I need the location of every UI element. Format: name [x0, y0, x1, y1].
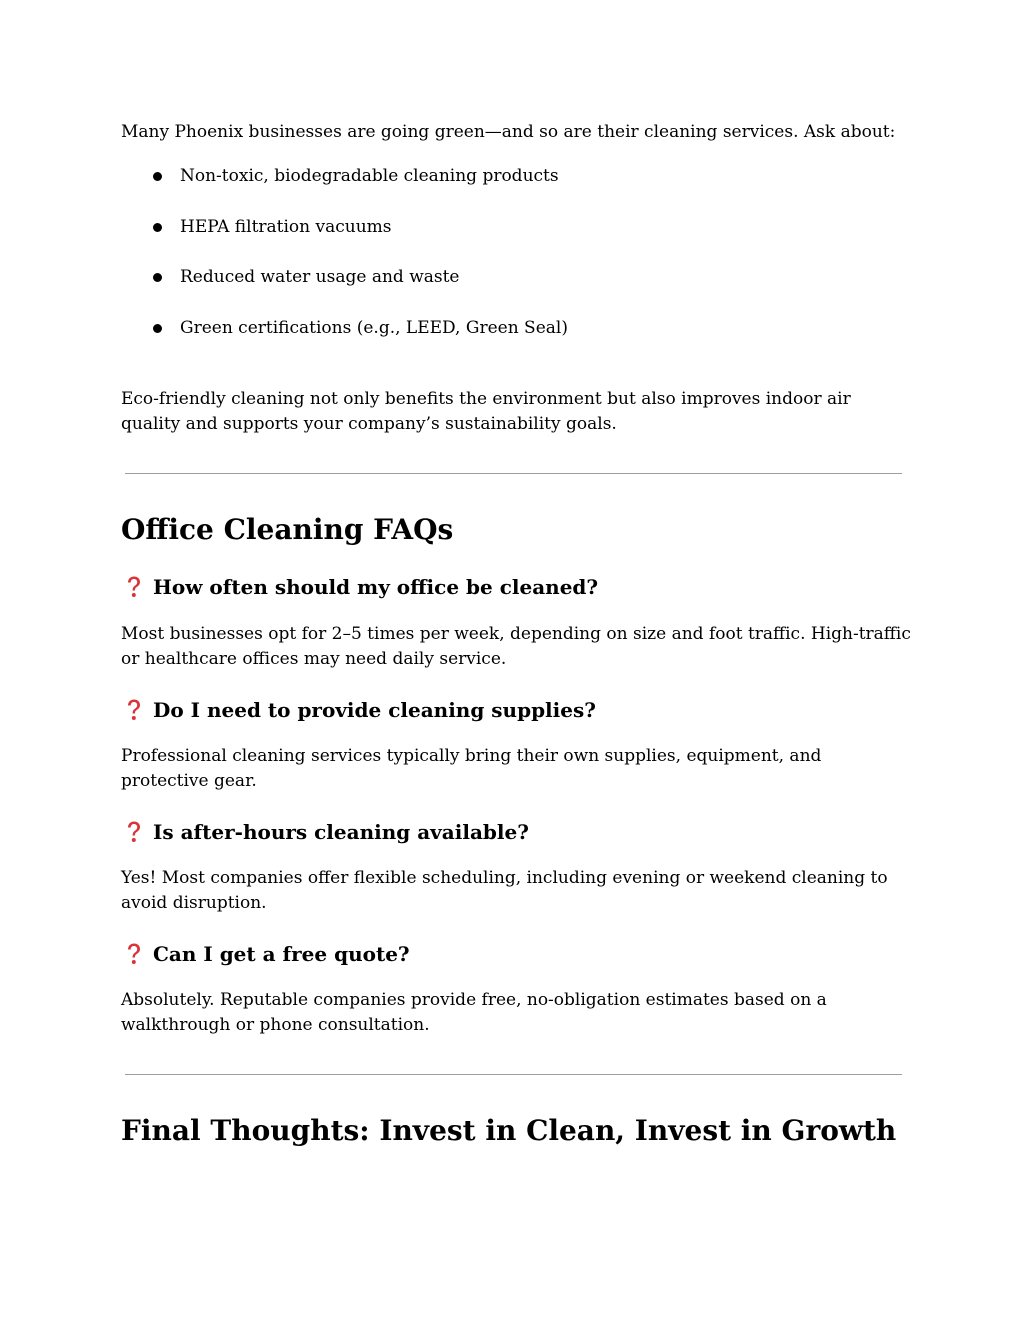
faq-question-text: Can I get a free quote?	[153, 942, 410, 966]
faq-answer: Yes! Most companies offer flexible scheduling, including evening or weekend cleaning to avoid disruption.	[121, 868, 888, 913]
section-divider	[125, 1074, 902, 1075]
faq-answer: Most businesses opt for 2–5 times per week, depending on size and foot traffic. High-traffic or healthcare offices may need daily service.	[121, 624, 911, 669]
list-item-text: Green certifications (e.g., LEED, Green Seal)	[180, 318, 568, 339]
bullet-dot-icon	[153, 324, 162, 333]
red-question-mark-icon	[121, 573, 147, 601]
red-question-mark-icon	[121, 940, 147, 968]
list-item	[121, 265, 568, 290]
faq-question	[121, 940, 410, 968]
faq-question-text: Do I need to provide cleaning supplies?	[153, 698, 596, 722]
bullet-dot-icon	[153, 223, 162, 232]
final-thoughts-heading: Final Thoughts: Invest in Clean, Invest in Growth	[121, 1114, 897, 1147]
faq-question	[121, 696, 596, 724]
faq-question-text: How often should my office be cleaned?	[153, 575, 599, 599]
eco-intro-text: Many Phoenix businesses are going green—and so are their cleaning services. Ask about:	[121, 122, 896, 142]
faq-heading: Office Cleaning FAQs	[121, 513, 454, 546]
faq-answer: Professional cleaning services typically bring their own supplies, equipment, and protective gear.	[121, 746, 822, 791]
eco-options-list	[121, 164, 568, 367]
faq-question	[121, 818, 529, 846]
red-question-mark-icon	[121, 696, 147, 724]
list-item-text: Non-toxic, biodegradable cleaning products	[180, 166, 559, 186]
eco-paragraph: Eco-friendly cleaning not only benefits the environment but also improves indoor air quality and supports your company’s sustainability goals.	[121, 389, 851, 434]
faq-answer: Absolutely. Reputable companies provide free, no-obligation estimates based on a walkthrough or phone consultation.	[121, 990, 827, 1035]
red-question-mark-icon	[121, 818, 147, 846]
faq-question-text: Is after-hours cleaning available?	[153, 820, 529, 844]
faq-question	[121, 573, 598, 601]
list-item	[121, 164, 568, 189]
list-item-text: Reduced water usage and waste	[180, 267, 460, 288]
section-divider	[125, 473, 902, 474]
list-item-text: HEPA filtration vacuums	[180, 216, 392, 237]
bullet-dot-icon	[153, 172, 162, 181]
bullet-dot-icon	[153, 273, 162, 282]
list-item	[121, 215, 568, 240]
list-item	[121, 316, 568, 341]
